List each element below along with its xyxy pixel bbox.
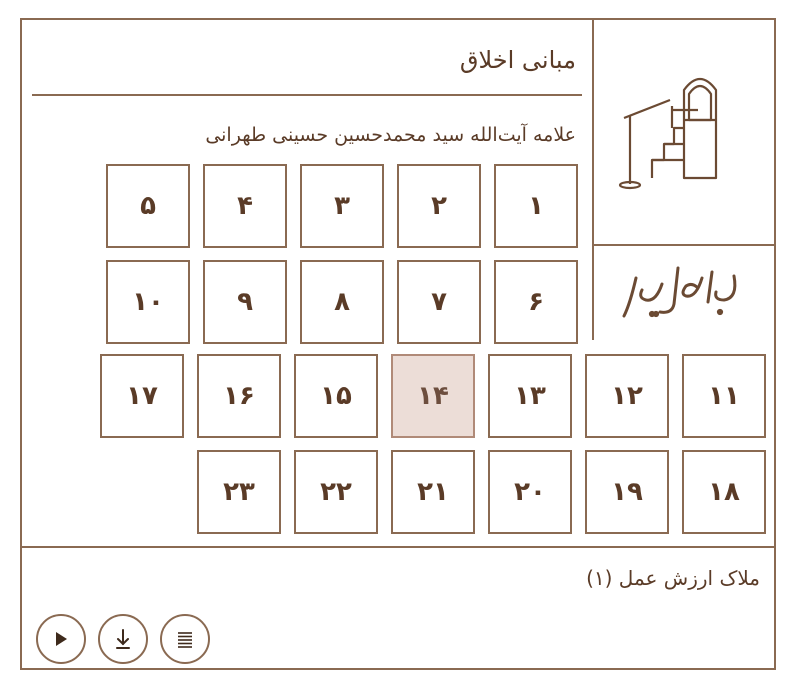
session-tile-13[interactable]: ۱۳ <box>488 354 572 438</box>
session-tile-2[interactable]: ۲ <box>397 164 481 248</box>
session-tile-6[interactable]: ۶ <box>494 260 578 344</box>
session-tile-3[interactable]: ۳ <box>300 164 384 248</box>
author-name: علامه آیت‌الله سید محمدحسین حسینی طهرانی <box>205 124 576 146</box>
playlist-button[interactable] <box>160 614 210 664</box>
session-tile-11[interactable]: ۱۱ <box>682 354 766 438</box>
session-tile-19[interactable]: ۱۹ <box>585 450 669 534</box>
download-button[interactable] <box>98 614 148 664</box>
session-tile-7[interactable]: ۷ <box>397 260 481 344</box>
session-tile-9[interactable]: ۹ <box>203 260 287 344</box>
bottom-divider <box>22 546 774 548</box>
session-tile-17[interactable]: ۱۷ <box>100 354 184 438</box>
session-tile-1[interactable]: ۱ <box>494 164 578 248</box>
session-tile-5[interactable]: ۵ <box>106 164 190 248</box>
session-tile-8[interactable]: ۸ <box>300 260 384 344</box>
logo-column <box>592 20 776 340</box>
session-tile-4[interactable]: ۴ <box>203 164 287 248</box>
lesson-title: ملاک ارزش عمل (۱) <box>586 566 760 590</box>
session-tile-15[interactable]: ۱۵ <box>294 354 378 438</box>
session-tile-12[interactable]: ۱۲ <box>585 354 669 438</box>
signature-panel <box>594 246 776 340</box>
play-icon <box>52 630 70 648</box>
download-icon <box>113 628 133 650</box>
lesson-card <box>20 18 776 670</box>
signature-logo <box>616 258 756 328</box>
session-tile-23[interactable]: ۲۳ <box>197 450 281 534</box>
session-tile-18[interactable]: ۱۸ <box>682 450 766 534</box>
page-title: مبانی اخلاق <box>459 46 576 74</box>
minbar-icon <box>612 60 752 190</box>
session-tile-22[interactable]: ۲۲ <box>294 450 378 534</box>
session-tile-10[interactable]: ۱۰ <box>106 260 190 344</box>
session-tile-14[interactable]: ۱۴ <box>391 354 475 438</box>
title-divider <box>32 94 582 96</box>
list-icon <box>175 629 195 649</box>
session-tile-20[interactable]: ۲۰ <box>488 450 572 534</box>
play-button[interactable] <box>36 614 86 664</box>
session-tile-21[interactable]: ۲۱ <box>391 450 475 534</box>
logo-panel <box>594 20 776 246</box>
session-tile-16[interactable]: ۱۶ <box>197 354 281 438</box>
